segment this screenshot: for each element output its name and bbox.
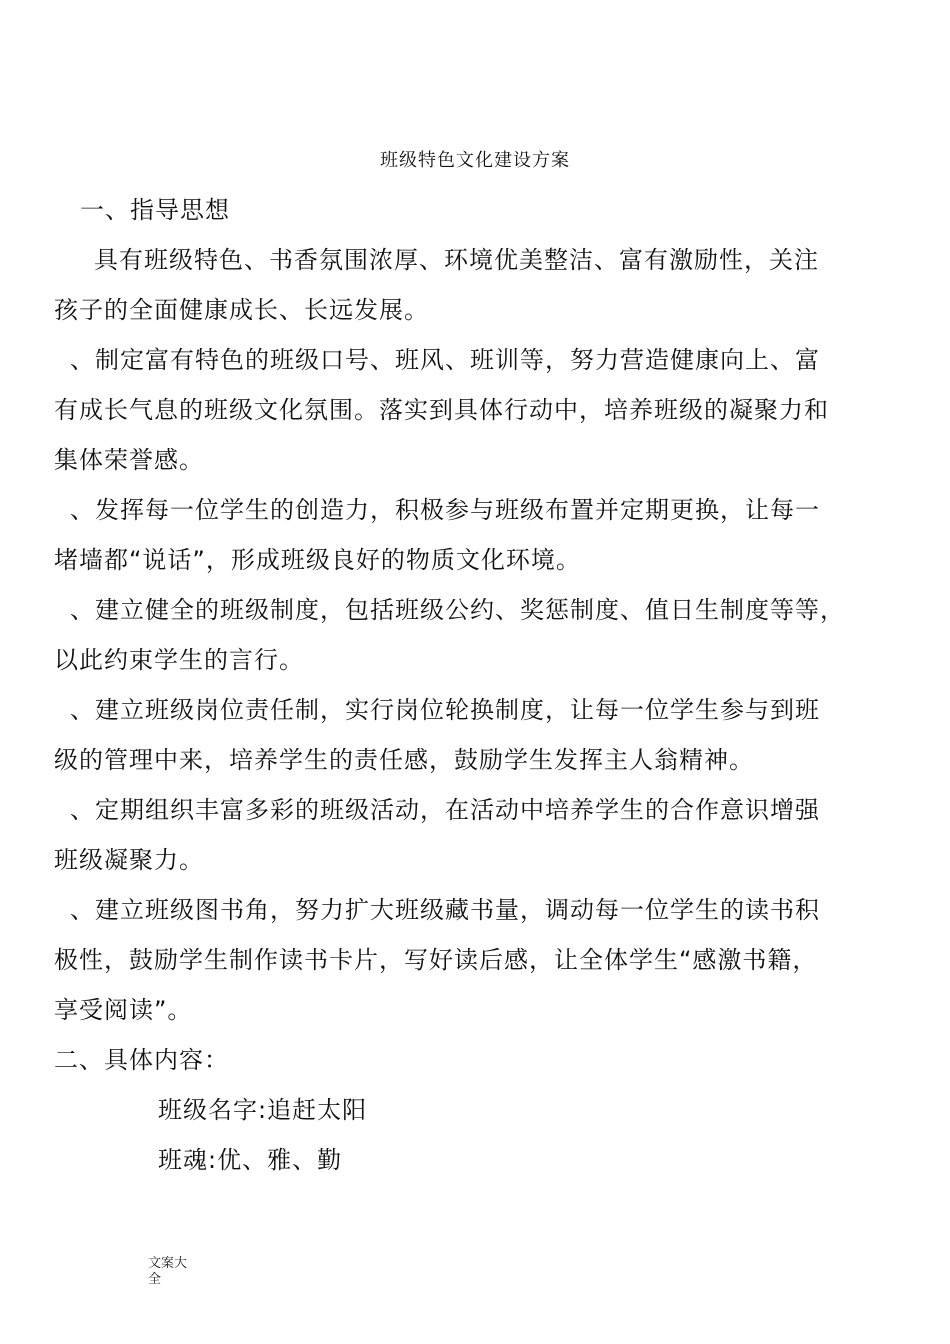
section2-heading: 二、具体内容： <box>54 1046 229 1074</box>
intro-line-2: 孩子的全面健康成长、长远发展。 <box>54 296 429 324</box>
item1-line-2: 有成长气息的班级文化氛围。落实到具体行动中，培养班级的凝聚力和 <box>54 396 829 424</box>
class-name-line: 班级名字:追赶太阳 <box>158 1096 368 1124</box>
class-soul-line: 班魂:优、雅、勤 <box>158 1146 343 1174</box>
section1-heading: 一、指导思想 <box>80 196 230 224</box>
item3-line-2: 以此约束学生的言行。 <box>54 646 304 674</box>
item6-line-1: 、建立班级图书角，努力扩大班级藏书量，调动每一位学生的读书积 <box>70 896 820 924</box>
item1-line-3: 集体荣誉感。 <box>54 446 204 474</box>
item4-line-2: 级的管理中来，培养学生的责任感，鼓励学生发挥主人翁精神。 <box>54 746 754 774</box>
item5-line-1: 、定期组织丰富多彩的班级活动，在活动中培养学生的合作意识增强 <box>70 796 820 824</box>
item3-line-1: 、建立健全的班级制度，包括班级公约、奖惩制度、值日生制度等等， <box>70 596 845 624</box>
footer-line-1: 文案大 <box>148 1256 188 1271</box>
item6-line-2: 极性，鼓励学生制作读书卡片，写好读后感，让全体学生“感激书籍， <box>54 946 818 974</box>
item1-line-1: 、制定富有特色的班级口号、班风、班训等，努力营造健康向上、富 <box>70 346 820 374</box>
item5-line-2: 班级凝聚力。 <box>54 846 204 874</box>
item2-line-1: 、发挥每一位学生的创造力，积极参与班级布置并定期更换，让每一 <box>70 496 820 524</box>
item2-line-2: 堵墙都“说话”，形成班级良好的物质文化环境。 <box>54 546 581 574</box>
footer-note <box>148 1256 196 1288</box>
document-title: 班级特色文化建设方案 <box>380 150 570 171</box>
footer-line-2: 全 <box>148 1272 162 1287</box>
item6-line-3: 享受阅读”。 <box>54 996 193 1024</box>
intro-line-1: 具有班级特色、书香氛围浓厚、环境优美整洁、富有激励性，关注 <box>94 246 819 274</box>
item4-line-1: 、建立班级岗位责任制，实行岗位轮换制度，让每一位学生参与到班 <box>70 696 820 724</box>
